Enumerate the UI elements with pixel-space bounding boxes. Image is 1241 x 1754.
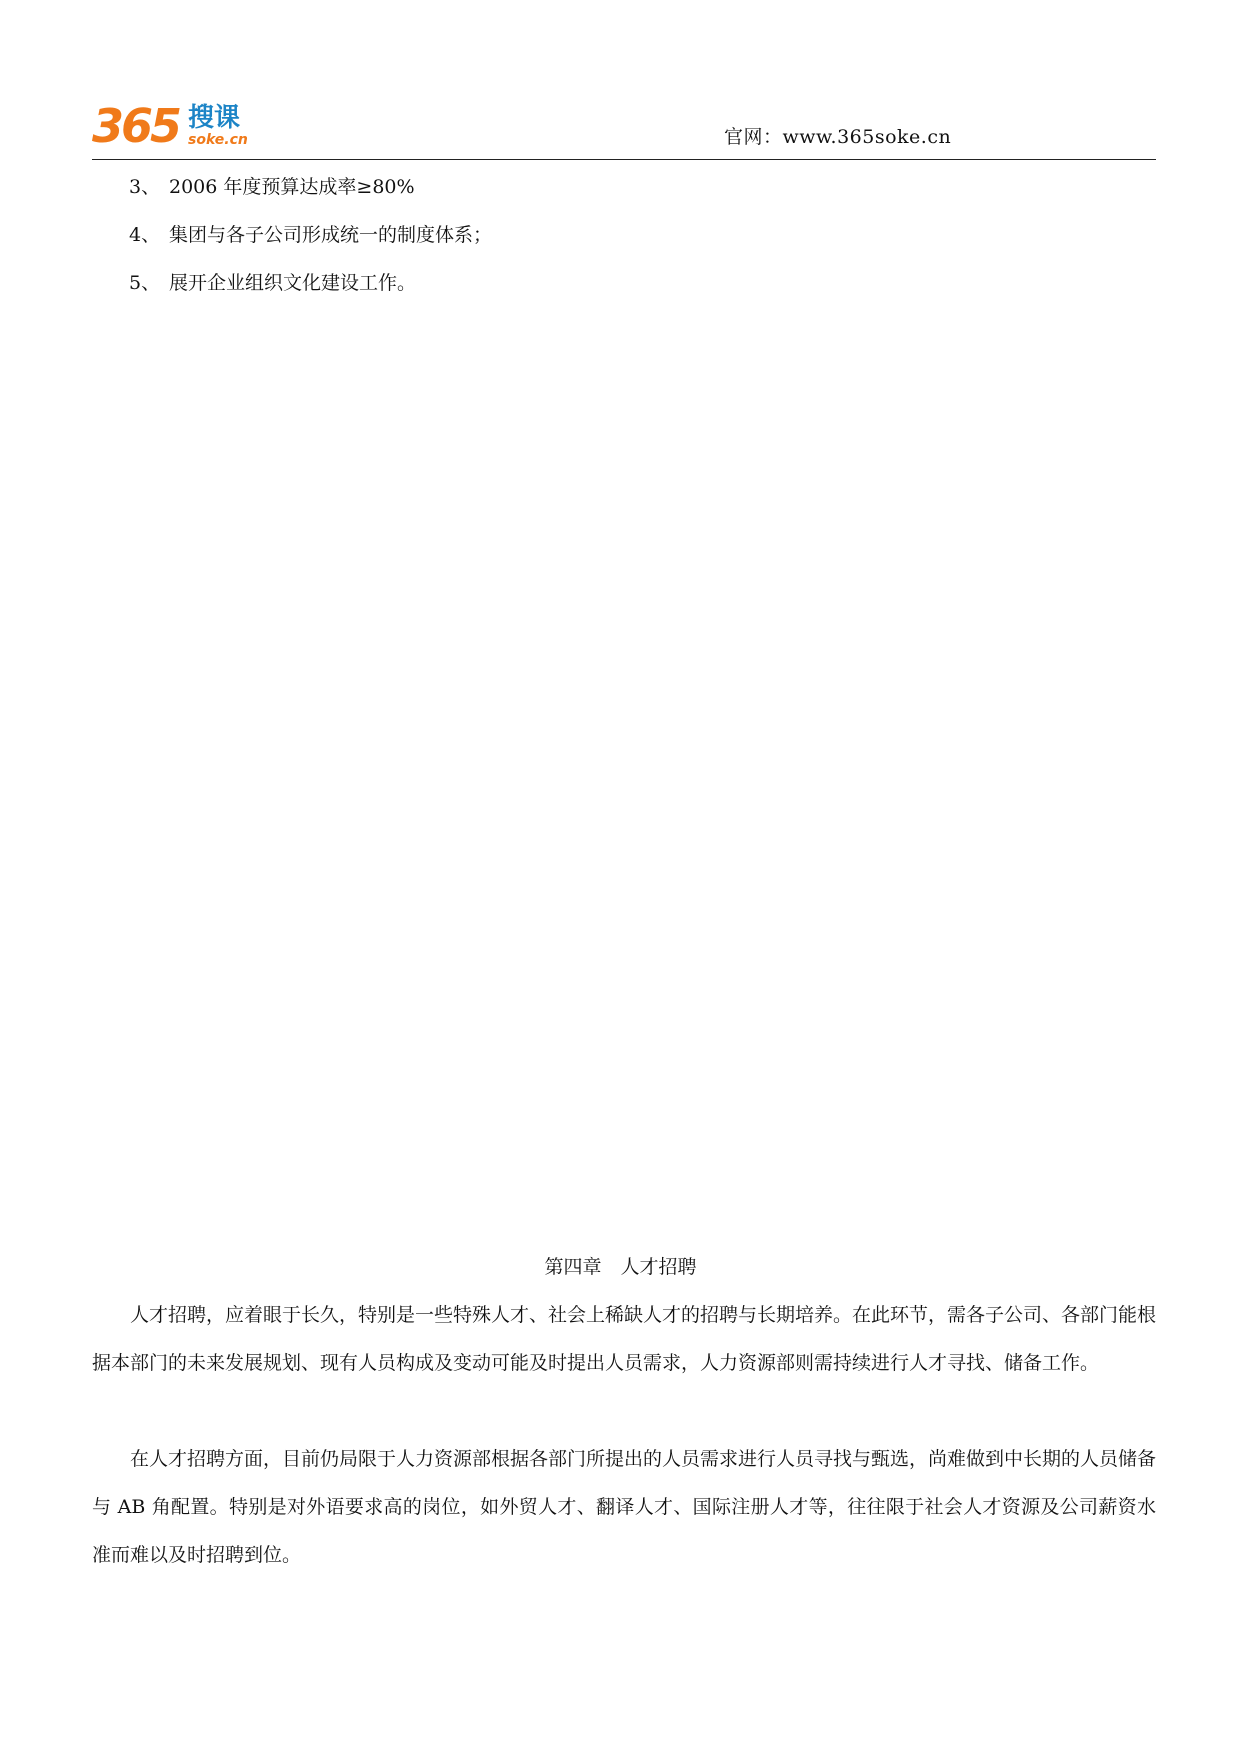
logo-brand-domain: soke.cn: [188, 132, 248, 148]
list-item-text: 集团与各子公司形成统一的制度体系；: [169, 224, 493, 246]
list-item-number: 5、: [129, 272, 161, 294]
logo-brand-cn: 搜课: [188, 103, 241, 133]
list-item-text: 展开企业组织文化建设工作。: [169, 272, 417, 294]
logo-digits: 365: [92, 99, 180, 153]
brand-logo: [92, 96, 282, 156]
list-item: [129, 268, 492, 316]
list-item-number: 3、: [129, 176, 161, 198]
body-paragraph: 人才招聘，应着眼于长久，特别是一些特殊人才、社会上稀缺人才的招聘与长期培养。在此环节，需各子公司、各部门能根据本部门的未来发展规划、现有人员构成及变动可能及时提出人员需求，人力资源部则需持续进行人才寻找、储备工作。: [92, 1304, 1157, 1374]
list-item-text: 2006 年度预算达成率≥80%: [169, 176, 415, 198]
site-url: 官网：www.365soke.cn: [724, 126, 952, 148]
goal-list: [129, 172, 492, 316]
list-item: [129, 220, 492, 268]
list-item: [129, 172, 492, 220]
chapter-title: 第四章 人才招聘: [544, 1256, 697, 1278]
header-divider: [92, 159, 1156, 160]
body-paragraph: 在人才招聘方面，目前仍局限于人力资源部根据各部门所提出的人员需求进行人员寻找与甄选，尚难做到中长期的人员储备与 AB 角配置。特别是对外语要求高的岗位，如外贸人才、翻译人才、国际注册人才等，往往限于社会人才资源及公司薪资水准而难以及时招聘到位。: [92, 1448, 1157, 1566]
page-header: [92, 96, 1156, 160]
list-item-number: 4、: [129, 224, 161, 246]
